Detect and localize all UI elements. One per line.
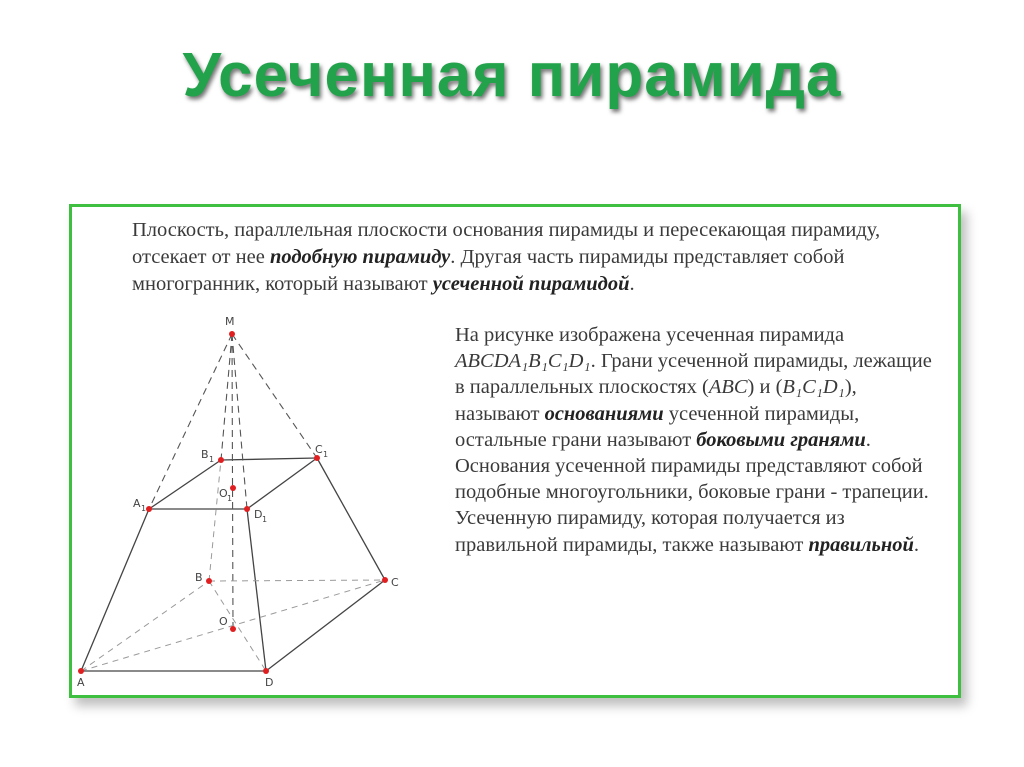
desc-text-7: .	[913, 533, 920, 556]
intro-text-2: . Другая часть пирамиды представляет собой многогранник, который называют	[132, 246, 845, 295]
term-lateral-faces: боковыми гранями	[696, 428, 866, 451]
point-o	[230, 626, 236, 632]
intro-text-1: Плоскость, параллельная плоскости основания пирамиды и пересекающая пирамиду, отсекает от нее	[132, 219, 881, 268]
desc-text-3: ) и (	[747, 376, 783, 399]
label-b1: B	[201, 448, 209, 461]
point-o1	[230, 485, 236, 491]
label-d: D	[265, 676, 274, 689]
label-d1: D	[254, 508, 263, 521]
term-frustum: усеченной пирамидой	[432, 273, 630, 295]
point-a1	[146, 506, 152, 512]
label-c1: C	[315, 443, 323, 456]
label-o1: O	[219, 487, 228, 500]
point-d1	[244, 506, 250, 512]
point-b	[206, 578, 212, 584]
edge-a1b1	[149, 460, 221, 509]
label-a1-sub: 1	[141, 504, 147, 513]
desc-text-5: усеченной пирамиды, остальные грани называют	[455, 402, 860, 451]
dash-bb1	[209, 460, 221, 581]
dash-ma1	[149, 334, 232, 509]
dash-ac	[81, 580, 385, 671]
dash-bc	[209, 580, 385, 581]
point-b1	[218, 457, 224, 463]
label-c1-sub: 1	[323, 450, 329, 459]
edge-cc1	[317, 458, 385, 580]
term-regular: правильной	[808, 533, 914, 556]
term-similar-pyramid: подобную пирамиду	[269, 246, 451, 268]
edge-aa1	[81, 509, 149, 671]
label-d1-sub: 1	[262, 515, 268, 524]
intro-text-3: .	[629, 273, 635, 295]
edge-b1c1	[221, 458, 317, 460]
label-a: A	[77, 676, 85, 689]
label-b1-sub: 1	[209, 455, 215, 464]
label-m: M	[225, 315, 235, 328]
plane-abc: ABC	[708, 376, 748, 399]
desc-text-6: . Основания усеченной пирамиды представляют собой подобные многоугольники, боковые грани - трапеции. Усеченную пирамиду, которая получается из правильной пирамиды, также называют	[455, 428, 929, 556]
edge-d1c1	[247, 458, 317, 509]
dash-md1	[232, 334, 247, 509]
plane-b1c1d1: B₁C₁D₁	[782, 376, 845, 399]
label-a1: A	[133, 497, 141, 510]
term-bases: основаниями	[544, 402, 664, 425]
edge-dc	[266, 580, 385, 671]
desc-text-1: На рисунке изображена усеченная пирамида	[455, 324, 845, 346]
slide-title: Усеченная пирамида	[182, 41, 842, 110]
desc-text-2: . Грани усеченной пирамиды, лежащие в параллельных плоскостях (	[455, 350, 932, 399]
point-m	[229, 331, 235, 337]
frustum-diagram	[69, 204, 439, 694]
dash-mo	[232, 334, 233, 629]
dash-mc1	[232, 334, 317, 458]
label-o: O	[219, 615, 228, 628]
point-c	[382, 577, 388, 583]
label-c: C	[391, 576, 399, 589]
pyramid-name: ABCDA₁B₁C₁D₁	[455, 350, 591, 373]
point-a	[78, 668, 84, 674]
point-d	[263, 668, 269, 674]
dash-mb1	[221, 334, 232, 460]
desc-text-4: ), называют	[455, 376, 857, 425]
label-o1-sub: 1	[227, 494, 233, 503]
edge-dd1	[247, 509, 266, 671]
label-b: B	[195, 571, 203, 584]
description-paragraph	[455, 322, 945, 558]
